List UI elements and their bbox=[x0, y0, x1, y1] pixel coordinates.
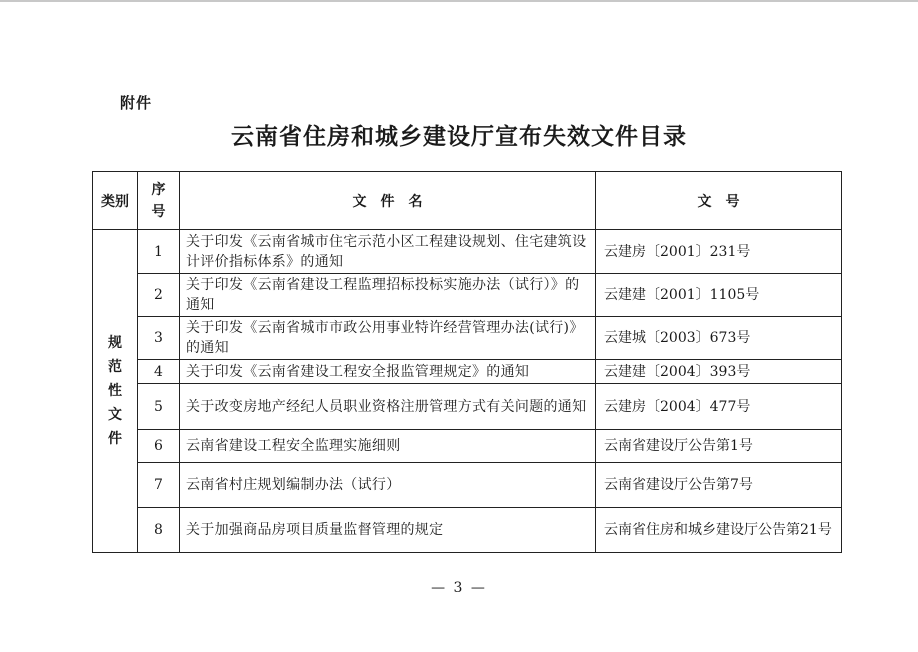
category-cell: 规 范 性 文 件 bbox=[93, 230, 138, 553]
document-name-cell: 云南省村庄规划编制办法（试行） bbox=[180, 463, 596, 508]
document-number-cell: 云南省住房和城乡建设厅公告第21号 bbox=[596, 508, 842, 553]
table-row bbox=[93, 317, 842, 360]
page-number: — 3 — bbox=[431, 580, 487, 596]
document-title: 云南省住房和城乡建设厅宣布失效文件目录 bbox=[231, 124, 687, 150]
seq-cell: 7 bbox=[138, 463, 180, 508]
header-document-number: 文号 bbox=[596, 172, 842, 230]
document-name-cell: 云南省建设工程安全监理实施细则 bbox=[180, 430, 596, 463]
document-name-cell: 关于改变房地产经纪人员职业资格注册管理方式有关问题的通知 bbox=[180, 384, 596, 430]
seq-cell: 3 bbox=[138, 317, 180, 360]
table-row bbox=[93, 384, 842, 430]
document-number-cell: 云建房〔2004〕477号 bbox=[596, 384, 842, 430]
attachment-label: 附件 bbox=[120, 94, 153, 112]
table-row bbox=[93, 230, 842, 274]
invalid-documents-table bbox=[92, 171, 842, 553]
table-row bbox=[93, 463, 842, 508]
seq-cell: 6 bbox=[138, 430, 180, 463]
seq-cell: 5 bbox=[138, 384, 180, 430]
document-number-cell: 云南省建设厅公告第7号 bbox=[596, 463, 842, 508]
document-name-cell: 关于印发《云南省城市市政公用事业特许经营管理办法(试行)》的通知 bbox=[180, 317, 596, 360]
header-category: 类别 bbox=[93, 172, 138, 230]
document-number-cell: 云南省建设厅公告第1号 bbox=[596, 430, 842, 463]
document-number-cell: 云建房〔2001〕231号 bbox=[596, 230, 842, 274]
table-row bbox=[93, 360, 842, 384]
document-name-cell: 关于印发《云南省建设工程监理招标投标实施办法（试行）》的通知 bbox=[180, 274, 596, 317]
seq-cell: 2 bbox=[138, 274, 180, 317]
document-name-cell: 关于印发《云南省建设工程安全报监管理规定》的通知 bbox=[180, 360, 596, 384]
top-border-line bbox=[0, 0, 918, 2]
document-name-cell: 关于印发《云南省城市住宅示范小区工程建设规划、住宅建筑设计评价指标体系》的通知 bbox=[180, 230, 596, 274]
document-number-cell: 云建建〔2004〕393号 bbox=[596, 360, 842, 384]
header-seq: 序 号 bbox=[138, 172, 180, 230]
table-row bbox=[93, 508, 842, 553]
table-row bbox=[93, 274, 842, 317]
table-header-row bbox=[93, 172, 842, 230]
seq-cell: 4 bbox=[138, 360, 180, 384]
table-row bbox=[93, 430, 842, 463]
seq-cell: 1 bbox=[138, 230, 180, 274]
document-name-cell: 关于加强商品房项目质量监督管理的规定 bbox=[180, 508, 596, 553]
document-number-cell: 云建城〔2003〕673号 bbox=[596, 317, 842, 360]
header-document-name: 文件名 bbox=[180, 172, 596, 230]
seq-cell: 8 bbox=[138, 508, 180, 553]
document-number-cell: 云建建〔2001〕1105号 bbox=[596, 274, 842, 317]
